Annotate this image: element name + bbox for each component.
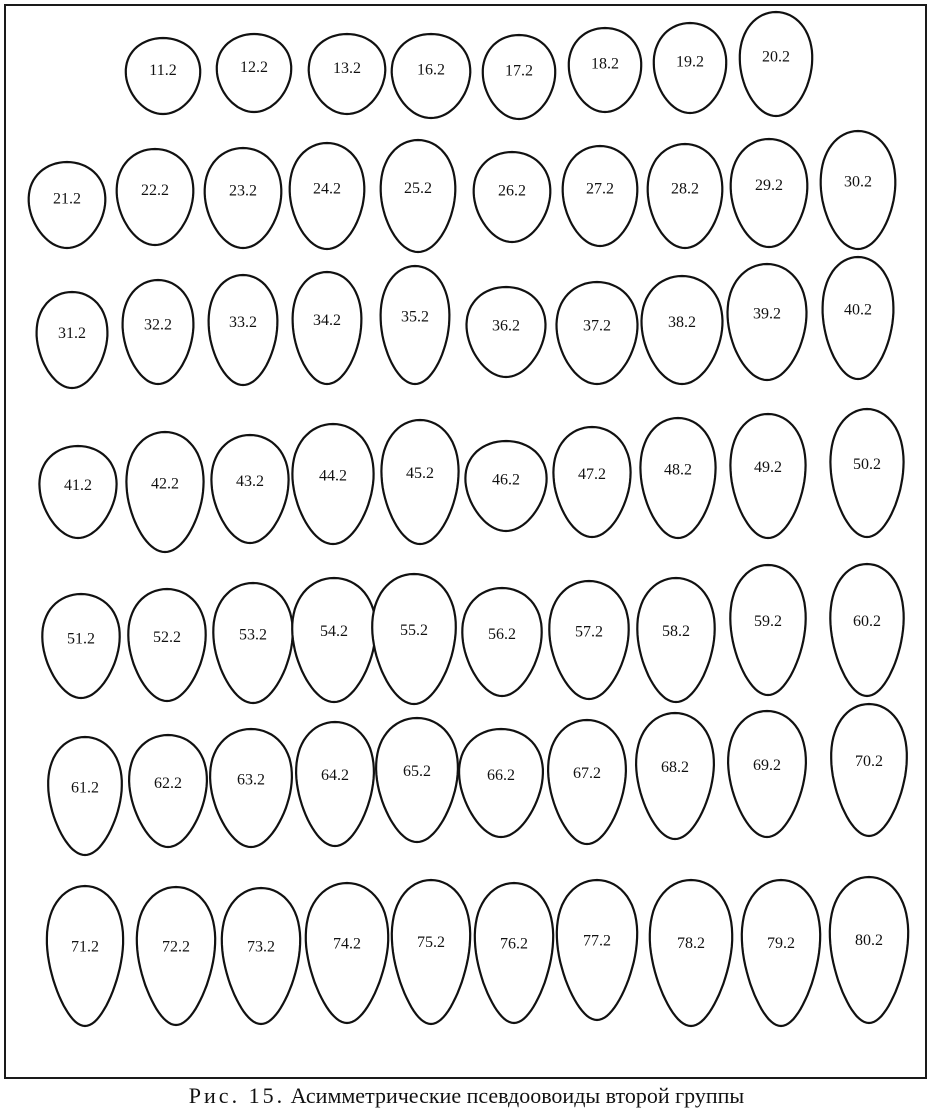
pseudo-ovoid-68-2: [636, 713, 714, 839]
egg-label: 73.2: [247, 938, 275, 956]
pseudo-ovoid-29-2: [731, 139, 808, 247]
egg-label: 31.2: [58, 324, 86, 342]
pseudo-ovoid-36-2: [467, 287, 546, 377]
egg-label: 78.2: [677, 934, 705, 952]
egg-label: 37.2: [583, 317, 611, 335]
pseudo-ovoid-30-2: [821, 131, 896, 249]
egg-outline: [306, 883, 388, 1023]
egg-label: 45.2: [406, 465, 434, 483]
pseudo-ovoid-40-2: [823, 257, 894, 379]
pseudo-ovoid-41-2: [39, 446, 116, 538]
egg-label: 63.2: [237, 771, 265, 789]
pseudo-ovoid-49-2: [730, 414, 805, 538]
egg-label: 56.2: [488, 626, 516, 644]
egg-label: 62.2: [154, 774, 182, 792]
pseudo-ovoid-21-2: [29, 162, 106, 248]
egg-label: 48.2: [664, 461, 692, 479]
pseudo-ovoid-16-2: [392, 34, 471, 118]
pseudo-ovoid-71-2: [47, 886, 123, 1026]
pseudo-ovoid-50-2: [830, 409, 903, 537]
pseudo-ovoid-58-2: [637, 578, 714, 702]
caption-text: Асимметрические псевдоовоиды второй группы: [290, 1083, 745, 1108]
pseudo-ovoid-33-2: [209, 275, 278, 385]
egg-outline: [392, 880, 470, 1024]
pseudo-ovoid-11-2: [126, 38, 200, 114]
pseudo-ovoid-57-2: [549, 581, 628, 699]
pseudo-ovoid-78-2: [650, 880, 732, 1026]
pseudo-ovoid-77-2: [557, 880, 637, 1020]
pseudo-ovoid-24-2: [290, 143, 365, 249]
pseudo-ovoid-52-2: [128, 589, 205, 701]
egg-label: 54.2: [320, 623, 348, 641]
egg-label: 68.2: [661, 759, 689, 777]
pseudo-ovoid-56-2: [462, 588, 541, 696]
egg-label: 30.2: [844, 173, 872, 191]
egg-label: 76.2: [500, 935, 528, 953]
figure-caption: [0, 1083, 933, 1109]
pseudo-ovoid-32-2: [123, 280, 194, 384]
pseudo-ovoid-12-2: [217, 34, 291, 112]
pseudo-ovoid-53-2: [213, 583, 292, 703]
pseudo-ovoid-34-2: [293, 272, 362, 384]
egg-label: 26.2: [498, 182, 526, 200]
egg-label: 13.2: [333, 59, 361, 77]
pseudo-ovoid-39-2: [728, 264, 807, 380]
egg-label: 58.2: [662, 623, 690, 641]
pseudo-ovoid-44-2: [292, 424, 373, 544]
egg-label: 70.2: [855, 752, 883, 770]
pseudo-ovoid-60-2: [830, 564, 903, 696]
pseudo-ovoid-31-2: [37, 292, 108, 388]
egg-label: 80.2: [855, 931, 883, 949]
egg-outline: [47, 886, 123, 1026]
pseudo-ovoid-46-2: [465, 441, 546, 531]
egg-label: 44.2: [319, 467, 347, 485]
egg-outline: [137, 887, 215, 1025]
pseudo-ovoid-75-2: [392, 880, 470, 1024]
pseudo-ovoid-17-2: [483, 35, 555, 119]
egg-label: 12.2: [240, 58, 268, 76]
egg-label: 35.2: [401, 308, 429, 326]
pseudo-ovoid-76-2: [475, 883, 553, 1023]
pseudo-ovoid-35-2: [381, 266, 450, 384]
pseudo-ovoid-73-2: [222, 888, 300, 1024]
pseudo-ovoid-47-2: [553, 427, 630, 537]
egg-label: 50.2: [853, 455, 881, 473]
pseudo-ovoid-66-2: [459, 729, 543, 837]
egg-label: 47.2: [578, 466, 606, 484]
egg-label: 64.2: [321, 767, 349, 785]
pseudo-ovoid-27-2: [563, 146, 638, 246]
pseudo-ovoid-65-2: [376, 718, 458, 842]
pseudo-ovoid-26-2: [474, 152, 551, 242]
egg-label: 17.2: [505, 62, 533, 80]
pseudo-ovoid-79-2: [742, 880, 820, 1026]
egg-label: 11.2: [149, 62, 177, 80]
egg-label: 36.2: [492, 317, 520, 335]
pseudo-ovoid-23-2: [205, 148, 282, 248]
egg-label: 19.2: [676, 53, 704, 71]
pseudo-ovoid-51-2: [42, 594, 119, 698]
egg-label: 65.2: [403, 763, 431, 781]
egg-outline: [830, 877, 908, 1023]
egg-label: 21.2: [53, 190, 81, 208]
egg-outline: [831, 704, 907, 836]
egg-label: 39.2: [753, 305, 781, 323]
egg-label: 25.2: [404, 179, 432, 197]
pseudo-ovoid-72-2: [137, 887, 215, 1025]
egg-outline: [557, 880, 637, 1020]
caption-prefix: Рис. 15.: [188, 1083, 286, 1108]
egg-label: 34.2: [313, 311, 341, 329]
pseudo-ovoid-80-2: [830, 877, 908, 1023]
pseudo-ovoid-48-2: [640, 418, 715, 538]
egg-label: 72.2: [162, 938, 190, 956]
egg-label: 69.2: [753, 757, 781, 775]
pseudo-ovoid-74-2: [306, 883, 388, 1023]
pseudo-ovoid-63-2: [210, 729, 292, 847]
pseudo-ovoid-19-2: [654, 23, 726, 113]
egg-outline: [830, 409, 903, 537]
egg-label: 74.2: [333, 935, 361, 953]
pseudo-ovoid-28-2: [648, 144, 723, 248]
pseudo-ovoid-42-2: [126, 432, 203, 552]
pseudo-ovoid-59-2: [730, 565, 805, 695]
pseudo-ovoid-20-2: [740, 12, 812, 116]
egg-label: 16.2: [417, 61, 445, 79]
egg-outline: [222, 888, 300, 1024]
egg-label: 42.2: [151, 475, 179, 493]
egg-label: 43.2: [236, 473, 264, 491]
egg-label: 46.2: [492, 471, 520, 489]
egg-label: 22.2: [141, 181, 169, 199]
egg-outline: [742, 880, 820, 1026]
egg-label: 60.2: [853, 612, 881, 630]
egg-label: 41.2: [64, 477, 92, 495]
egg-label: 57.2: [575, 623, 603, 641]
egg-label: 59.2: [754, 612, 782, 630]
pseudo-ovoid-55-2: [372, 574, 456, 704]
pseudo-ovoid-18-2: [569, 28, 641, 112]
pseudo-ovoid-62-2: [129, 735, 207, 847]
pseudo-ovoid-38-2: [642, 276, 723, 384]
egg-label: 20.2: [762, 48, 790, 66]
pseudo-ovoid-67-2: [548, 720, 626, 844]
pseudo-ovoid-45-2: [381, 420, 458, 544]
egg-label: 18.2: [591, 55, 619, 73]
egg-outline: [730, 565, 805, 695]
pseudo-ovoid-70-2: [831, 704, 907, 836]
egg-label: 29.2: [755, 177, 783, 195]
egg-label: 52.2: [153, 628, 181, 646]
pseudo-ovoid-22-2: [117, 149, 194, 245]
egg-outline: [650, 880, 732, 1026]
egg-outline: [372, 574, 456, 704]
egg-label: 55.2: [400, 621, 428, 639]
egg-label: 66.2: [487, 767, 515, 785]
egg-label: 79.2: [767, 934, 795, 952]
egg-label: 75.2: [417, 934, 445, 952]
pseudo-ovoid-69-2: [728, 711, 806, 837]
egg-label: 24.2: [313, 180, 341, 198]
egg-label: 40.2: [844, 301, 872, 319]
egg-outline: [475, 883, 553, 1023]
egg-label: 53.2: [239, 626, 267, 644]
egg-label: 71.2: [71, 938, 99, 956]
egg-label: 77.2: [583, 932, 611, 950]
pseudo-ovoid-37-2: [557, 282, 638, 384]
egg-label: 49.2: [754, 459, 782, 477]
egg-label: 38.2: [668, 314, 696, 332]
egg-label: 61.2: [71, 779, 99, 797]
egg-label: 67.2: [573, 765, 601, 783]
egg-outline: [830, 564, 903, 696]
pseudo-ovoid-43-2: [211, 435, 288, 543]
pseudo-ovoid-25-2: [381, 140, 456, 252]
pseudo-ovoid-64-2: [296, 722, 374, 846]
pseudo-ovoid-54-2: [292, 578, 376, 702]
egg-label: 51.2: [67, 630, 95, 648]
pseudo-ovoid-61-2: [48, 737, 122, 855]
pseudo-ovoid-13-2: [309, 34, 386, 114]
egg-label: 27.2: [586, 180, 614, 198]
egg-label: 28.2: [671, 180, 699, 198]
egg-label: 23.2: [229, 182, 257, 200]
egg-label: 33.2: [229, 314, 257, 332]
egg-label: 32.2: [144, 316, 172, 334]
